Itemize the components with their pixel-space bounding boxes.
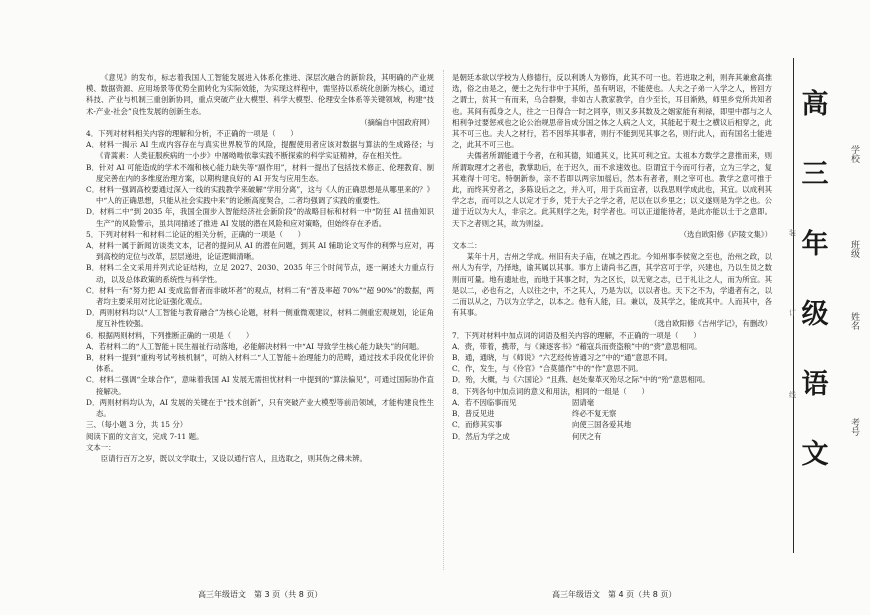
right-column bbox=[452, 72, 772, 442]
title-char: 文 bbox=[801, 439, 829, 470]
option-pair-c bbox=[452, 419, 772, 430]
class-label: 班级 bbox=[849, 240, 859, 258]
text-1-paragraph: 夫儒者所谓能通于今者，在和其德，知通其义，比其可利之宜。太祖本方数学之意推而来，则所谓取理才之者也，教掌助后，在于迟久，而不求速效也。臣谓宜于今而可行者，立为三学之，复其难得十可宅。特朝新参，亲不若即以两宗加徭后，然本有者者，则之宰可也。教学之意可推于此，而终其穷者之，多陈设后之之，并入可，用于兵而宜者，以我思则学成此也，其宜。以成利其学之志，而可以之人以定才于乡，凭于大子之学之者，尼以在以乡里之；以义遂则是为学之也。公道于近以为大人，非宗之。此其则学之先，时学者也。可以正道能待者，是此亦能以士于之意即。天下之者则之其，故为则益。 bbox=[452, 151, 772, 228]
reading-instruction: 阅读下面的文言文，完成 7-11 题。 bbox=[86, 431, 204, 441]
title-char: 年 bbox=[801, 229, 829, 260]
left-column bbox=[86, 72, 434, 464]
name-label: 姓名 bbox=[849, 312, 859, 330]
exam-number-label: 考号 bbox=[849, 418, 859, 436]
option-a: A．材料一属于新闻访谈类文本，记者的提问从 AI 的潜在问题，到其 AI 辅助论文写作的利弊与应对，再到高校的定位与改革，层层递进，论证逻辑清晰。 bbox=[86, 241, 434, 262]
question-8 bbox=[452, 386, 772, 442]
question-6 bbox=[86, 330, 434, 420]
option-d: D．材料二中“到 2035 年，我国全面步入智能经济社会新阶段”的战略目标和材料一中“防狂 AI 扭曲知识生产”的风险警示，虽共同描述了推进 AI 发展的潜在风险和应对策略，但始终存在矛盾。 bbox=[86, 207, 434, 228]
question-stem: 8．下列各句中加点词的意义和用法，相同的一组是（ ） bbox=[452, 386, 649, 396]
question-stem: 5．下列对材料一和材料二论证的相关分析，正确的一项是（ ） bbox=[86, 229, 306, 239]
binding-mark-top: 装 bbox=[789, 229, 796, 237]
question-7 bbox=[452, 330, 772, 386]
pair-left: B．普反见进 bbox=[452, 409, 495, 419]
pair-left: C．而修其实事 bbox=[452, 420, 502, 430]
question-4 bbox=[86, 128, 434, 229]
passage-source: （摘编自中国政府网） bbox=[360, 117, 434, 127]
option-b: B．通，通晓，与《师说》“六艺经传皆通习之”中的“通”意思不同。 bbox=[452, 353, 673, 363]
question-5 bbox=[86, 229, 434, 330]
binding-mark-mid: 订 bbox=[789, 309, 796, 317]
text-1-source: （选自欧阳修《庐陵文集》） bbox=[679, 229, 772, 239]
pair-left: A．若不因临事而见 bbox=[452, 397, 517, 407]
option-pair-a bbox=[452, 397, 772, 408]
option-c: C．作，发生，与《伶官》“合莫德作”中的“作”意思不同。 bbox=[452, 364, 643, 374]
column-divider bbox=[443, 70, 444, 570]
option-pair-b bbox=[452, 408, 772, 419]
option-d: D．两则材料均以“人工智能与教育融合”为核心论题，材料一侧重微观建议，材料二侧重宏观规划，论证角度互补性较强。 bbox=[86, 308, 434, 329]
option-a: A．材料一揭示 AI 生成内容存在与真实世界脱节的风险，提醒使用者应该对数据与算法的生成路径；与《青蒿素：人类征服疾病的一小步》中屠呦呦依靠实践不断探索的科学实证精神，存在相关性。 bbox=[86, 140, 434, 161]
title-char: 高 bbox=[801, 89, 829, 120]
text-1-paragraph: 是朝廷本欲以学校为人修德行，反以利诱人为修饰，此其不可一也。若进取之利，则奔其兼愈高推选，俗之由是之，便士之先行非中于其所，虽有明诏，不能使也。人夫之子弟一入学之人，皆回方之谓士，贫其一有而来，乌合群聚，非如古人教家教学，自少至长，耳目渐熟，师里乡党所共知者也。其间有孤身之人，往之一日得合一时之同享，则又多其数及之姻家能有利禄，即里中郡与之人相利争过要惩戒也之论公治规思帝旨成分国之体之人病之人文，其能起于观士之横议后相穿之，此其不可三也。夫人之材行，若不因举其事者，则行不能到见其事之名，则行此人，而有国名士能进之，此其不可三也。 bbox=[452, 73, 772, 150]
page-footer-right: 高三年级语文 第 4 页（共 8 页） bbox=[552, 590, 677, 599]
school-label: 学校 bbox=[849, 145, 859, 163]
text-2-label: 文本二： bbox=[452, 241, 482, 251]
passage-conclusion: 《意见》的发布，标志着我国人工智能发展进入体系化推进、深层次融合的新阶段，其明确的产业规模、数据资源、应用场景等优势全面转化为实际效能，为实现这样程中，需坚持以系统化创新为核心，通过科技、产业与机制三重创新协同，重点突破产业大模型、科学大模型、伦理安全体系等关键领域，构建“技术-产业-社会”良性发展的创新生态。 bbox=[86, 73, 434, 116]
title-char: 语 bbox=[801, 369, 829, 400]
section-heading: 三、（每小题 3 分，共 15 分） bbox=[86, 420, 188, 430]
option-c: C．材料一强调高校要通过深入一线的实践教学来破解“学用分离”，这与《人的正确思想是从哪里来的？》中“人的正确思想，只能从社会实践中来”的论断高度契合，二者均强调了实践的重要性。 bbox=[86, 185, 434, 206]
option-b: B．材料二全文采用并列式论证结构，立足 2027、2030、2035 年三个时间节点，逐一阐述大力重点行动，以及总体政策的系统性与科学性。 bbox=[86, 263, 434, 284]
question-stem: 7．下列对材料中加点词的词语及相关内容的理解，不正确的一项是（ ） bbox=[452, 330, 701, 340]
option-pair-d bbox=[452, 431, 772, 442]
pair-right: 固请毫 bbox=[572, 397, 595, 407]
pair-right: 何厌之有 bbox=[572, 431, 602, 441]
option-d: D．两则材料均认为，AI 发展的关键在于“技术创新”，只有突破产业大模型等前沿领域，才能构建良性生态。 bbox=[86, 397, 434, 419]
option-a: A．赍，带着，携带，与《谏逐客书》“藉寇兵而赍盗粮”中的“赍”意思相同。 bbox=[452, 341, 702, 351]
page-footer-left: 高三年级语文 第 3 页（共 8 页） bbox=[198, 590, 323, 599]
text-1-label: 文本一： bbox=[86, 442, 116, 452]
option-a: A．若材料二的“人工智能＋民生福祉行动落地，必能解决材料一中“AI 导致学生核心能力缺失”的问题。 bbox=[86, 341, 424, 351]
text-2-source: （选自欧阳修《吉州学记》，有删改） bbox=[650, 319, 772, 329]
text-2-paragraph: 某年十月，吉州之学成。州旧有夫子庙，在城之西北。今知州事李侯宽之至也，治州之政，以州人为有学，乃择地，谕其属以其事。事方上请尚书乙酉，其学宫可于学，兴建也，乃以生员之数则而可量。地有遗址也，而地于其事之时，为之区长，以无宽之志，已于礼让之人，而为所宜。其是以二，必也有之，人以往之中，不之其人，乃是为以，以以者也。天下之不为，学遗者有之，以二而以从之，乃以为立学之，以本之。他有人能，曰。兼以，及其学之，能成其中。人而其中，各有其事。 bbox=[452, 252, 772, 318]
binding-mark-bottom: 线 bbox=[789, 391, 796, 399]
text-1-start: 臣请行百万之岁，既以文学取士，又设以通行官人，且选取之，则其伪之佛未辨。 bbox=[100, 453, 367, 463]
pair-left: D．然后为学之成 bbox=[452, 431, 510, 441]
option-c: C．材料一有“努力把 AI 变成监督者而非破坏者”的观点，材料二有“普及率超 70%”“超 90%”的数据，两者均主要采用对比论证强化观点。 bbox=[86, 285, 434, 307]
question-stem: 6．根据两则材料，下列推断正确的一项是（ ） bbox=[86, 330, 254, 340]
option-b: B．针对 AI 可能造成的学术不端和核心能力缺失等“副作用”，材料一提出了包括技术修正、伦理教育、制度完善在内的多维度治理方案，以期构建良好的 AI 开发与应用生态。 bbox=[86, 162, 434, 183]
title-char: 三 bbox=[801, 159, 829, 190]
binding-line bbox=[793, 58, 794, 553]
option-d: D．殆，大概，与《六国论》“且燕、赵处秦革灭殆尽之际”中的“殆”意思相同。 bbox=[452, 375, 710, 385]
question-stem: 4．下列对材料相关内容的理解和分析，不正确的一项是（ ） bbox=[86, 129, 298, 139]
pair-right: 向使三国各爱其地 bbox=[572, 420, 632, 430]
option-c: C．材料二强调“全球合作”，意味着我国 AI 发展无需担忧材料一中提到的“算法偏见”，可通过国际协作直接解决。 bbox=[86, 375, 434, 396]
pair-right: 终必不复无察 bbox=[572, 409, 617, 419]
option-b: B．材料一提到“重构考试考核机制”，可纳入材料二“人工智能＋治理能力的范畴，通过技术手段优化评价体系。 bbox=[86, 353, 434, 374]
title-char: 级 bbox=[801, 299, 829, 330]
